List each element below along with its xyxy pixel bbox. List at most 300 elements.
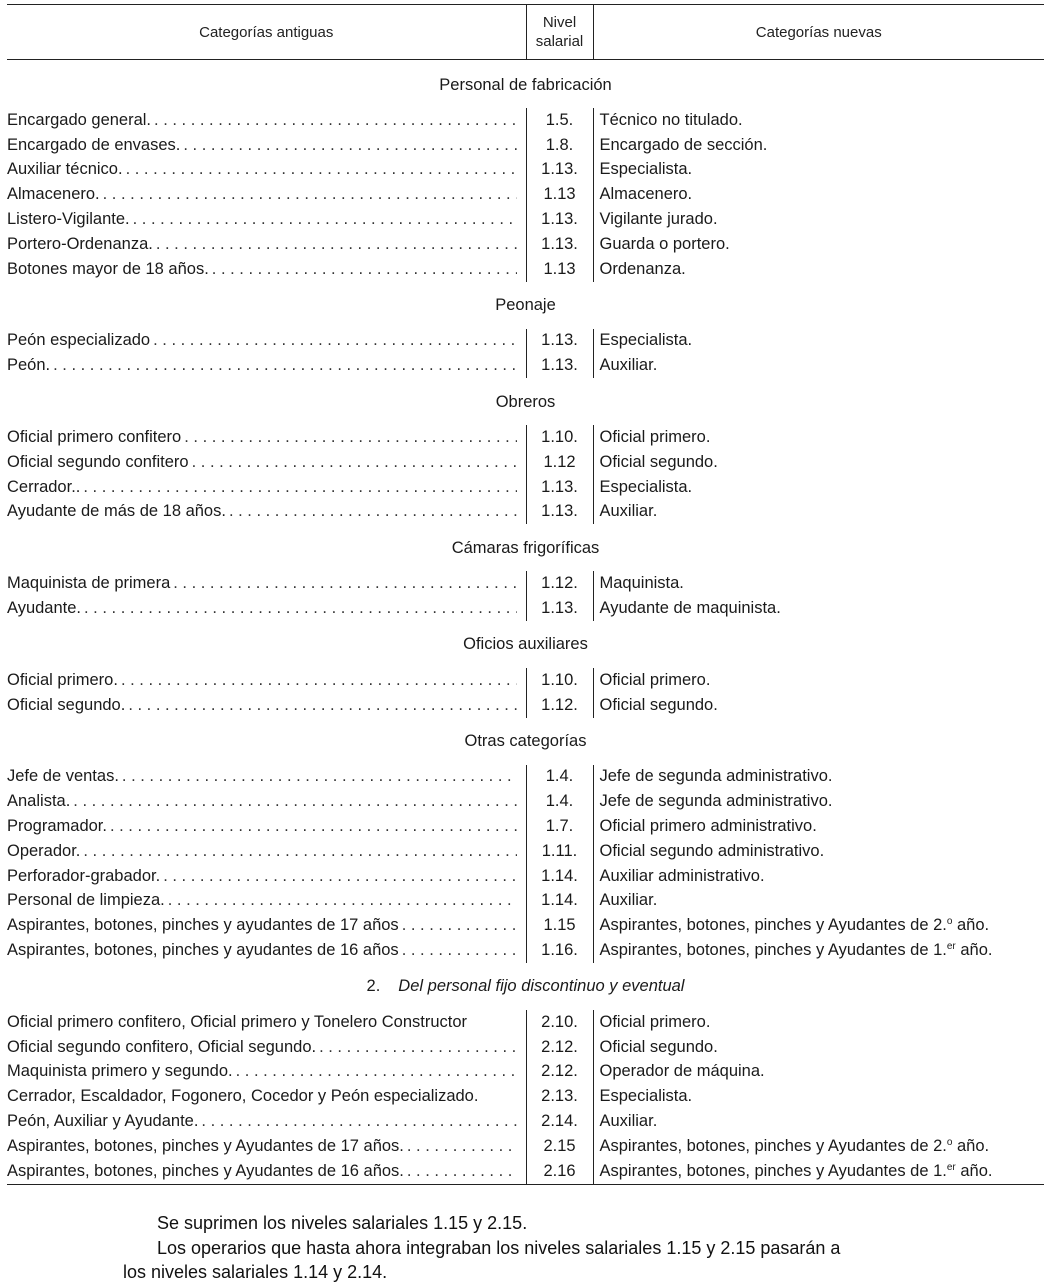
old-category-text: Oficial segundo. xyxy=(7,695,126,714)
dot-leader xyxy=(81,599,517,618)
old-category-cell xyxy=(7,450,526,475)
note-paragraph-2-line2: los niveles salariales 1.14 y 2.14. xyxy=(123,1262,388,1282)
new-category-cell xyxy=(593,864,1044,889)
new-category-cell xyxy=(593,232,1044,257)
old-category-text: Aspirantes, botones, pinches y ayudantes de 16 años xyxy=(7,941,399,960)
table-row xyxy=(7,232,1044,257)
old-category-leader xyxy=(7,356,517,375)
spacer-cell xyxy=(7,96,1044,108)
new-category-cell xyxy=(593,571,1044,596)
old-category-text: Oficial primero confitero xyxy=(7,428,182,447)
salary-level-cell: 1.12. xyxy=(526,571,593,596)
old-category-cell xyxy=(7,207,526,232)
section-title-row xyxy=(7,976,1044,998)
table-row xyxy=(7,133,1044,158)
old-category-leader xyxy=(7,599,517,618)
table-header xyxy=(7,5,1044,60)
table-row xyxy=(7,668,1044,693)
new-category-cell xyxy=(593,257,1044,282)
salary-level-cell: 1.5. xyxy=(526,108,593,133)
salary-level-cell: 1.13. xyxy=(526,232,593,257)
spacer xyxy=(7,753,1044,765)
new-category-cell xyxy=(593,596,1044,621)
spacer xyxy=(7,96,1044,108)
dot-leader xyxy=(181,428,517,447)
table-row xyxy=(7,596,1044,621)
salary-level-cell: 1.13. xyxy=(526,329,593,354)
old-category-text: Encargado general. xyxy=(7,110,152,129)
new-category-text: Auxiliar. xyxy=(599,1112,658,1130)
old-category-text: Personal de limpieza. xyxy=(7,891,165,910)
new-category-cell xyxy=(593,475,1044,500)
salary-level-cell: 1.4. xyxy=(526,789,593,814)
table-body xyxy=(7,60,1044,1185)
old-category-leader xyxy=(7,941,517,960)
section-title-text: Oficios auxiliares xyxy=(463,635,588,654)
new-category-cell xyxy=(593,668,1044,693)
old-category-cell xyxy=(7,789,526,814)
old-category-text: Aspirantes, botones, pinches y Ayudantes de 17 años. xyxy=(7,1136,404,1155)
salary-level-cell: 1.13. xyxy=(526,158,593,183)
new-category-text: Técnico no titulado. xyxy=(599,110,743,129)
old-category-leader xyxy=(7,478,517,497)
dot-leader xyxy=(80,842,517,861)
old-category-leader xyxy=(7,792,517,811)
old-category-cell xyxy=(7,693,526,718)
old-category-leader xyxy=(7,331,517,350)
old-category-text: Oficial segundo confitero, Oficial segundo. xyxy=(7,1037,317,1056)
spacer xyxy=(7,559,1044,571)
old-category-cell xyxy=(7,158,526,183)
old-category-leader xyxy=(7,1038,517,1057)
old-category-leader xyxy=(7,1162,517,1181)
salary-level-cell: 1.13. xyxy=(526,353,593,378)
dot-leader xyxy=(226,502,517,521)
spacer xyxy=(7,413,1044,425)
old-category-text: Oficial segundo confitero xyxy=(7,452,189,471)
old-category-leader xyxy=(7,867,517,886)
section-title-row xyxy=(7,391,1044,413)
new-category-text: Ordenanza. xyxy=(599,259,686,278)
spacer-cell xyxy=(7,753,1044,765)
table-row xyxy=(7,938,1044,963)
new-category-cell xyxy=(593,1035,1044,1060)
spacer-cell xyxy=(7,963,1044,976)
new-category-cell xyxy=(593,938,1044,963)
old-category-cell xyxy=(7,1035,526,1060)
spacer-cell xyxy=(7,524,1044,537)
salary-level-cell: 1.4. xyxy=(526,765,593,790)
ordinal-superscript: er xyxy=(946,1161,956,1173)
old-category-cell xyxy=(7,938,526,963)
header-level-line1: Nivel xyxy=(542,14,577,31)
new-category-text: Oficial segundo. xyxy=(599,695,718,714)
dot-leader xyxy=(107,817,517,836)
spacer-cell xyxy=(7,282,1044,295)
new-category-text: Especialista. xyxy=(599,160,693,179)
spacer-cell xyxy=(7,621,1044,634)
salary-level-cell: 1.13. xyxy=(526,596,593,621)
dot-leader xyxy=(198,1112,517,1131)
new-category-text: Auxiliar. xyxy=(599,891,658,910)
section-title-text: Del personal fijo discontinuo y eventual xyxy=(398,977,685,996)
new-category-cell xyxy=(593,839,1044,864)
new-category-text: Especialista. xyxy=(599,331,693,350)
salary-level-cell: 1.13 xyxy=(526,182,593,207)
spacer xyxy=(7,524,1044,537)
dot-leader xyxy=(123,160,517,179)
new-category-cell xyxy=(593,1134,1044,1159)
salary-level-cell: 1.16. xyxy=(526,938,593,963)
dot-leader xyxy=(50,356,517,375)
new-category-cell xyxy=(593,158,1044,183)
old-category-text: Cerrador, Escaldador, Fogonero, Cocedor y Peón especializado. xyxy=(7,1087,479,1106)
section-title-row xyxy=(7,537,1044,559)
spacer-cell xyxy=(7,998,1044,1010)
old-category-leader xyxy=(7,210,517,229)
dot-leader xyxy=(404,1162,517,1181)
section-title-row xyxy=(7,60,1044,97)
header-new-categories: Categorías nuevas xyxy=(593,5,1044,60)
new-category-cell xyxy=(593,108,1044,133)
table-row xyxy=(7,913,1044,938)
section-title-row xyxy=(7,295,1044,317)
spacer xyxy=(7,378,1044,391)
table-row xyxy=(7,571,1044,596)
new-category-text: Jefe de segunda administrativo. xyxy=(599,792,833,811)
ordinal-superscript: er xyxy=(946,941,956,953)
new-category-tail: año. xyxy=(952,1136,990,1155)
new-category-cell xyxy=(593,329,1044,354)
new-category-text: Auxiliar. xyxy=(599,502,658,521)
old-category-cell xyxy=(7,232,526,257)
section-number: 2. xyxy=(366,977,381,996)
old-category-cell xyxy=(7,182,526,207)
new-category-cell xyxy=(593,789,1044,814)
ordinal-superscript: o xyxy=(946,916,953,928)
old-category-leader xyxy=(7,767,517,786)
old-category-leader xyxy=(7,916,517,935)
old-category-cell xyxy=(7,571,526,596)
old-category-text: Oficial primero. xyxy=(7,670,118,689)
salary-level-cell: 2.12. xyxy=(526,1060,593,1085)
old-category-leader xyxy=(7,111,517,130)
salary-level-cell: 1.7. xyxy=(526,814,593,839)
dot-leader xyxy=(100,185,517,204)
dot-leader xyxy=(399,916,517,935)
old-category-text: Portero-Ordenanza. xyxy=(7,234,153,253)
old-category-cell xyxy=(7,814,526,839)
old-category-cell xyxy=(7,864,526,889)
spacer-cell xyxy=(7,718,1044,731)
old-category-leader xyxy=(7,671,517,690)
old-category-cell xyxy=(7,257,526,282)
salary-level-cell: 1.12 xyxy=(526,450,593,475)
old-category-text: Auxiliar técnico. xyxy=(7,160,123,179)
table-row xyxy=(7,353,1044,378)
salary-level-cell: 2.10. xyxy=(526,1010,593,1035)
old-category-leader xyxy=(7,1112,517,1131)
table-row xyxy=(7,1134,1044,1159)
salary-level-cell: 2.16 xyxy=(526,1159,593,1184)
old-category-leader xyxy=(7,1062,517,1081)
table-row xyxy=(7,1084,1044,1109)
spacer xyxy=(7,317,1044,329)
old-category-text: Peón, Auxiliar y Ayudante. xyxy=(7,1112,199,1130)
table-row xyxy=(7,475,1044,500)
new-category-text: Aspirantes, botones, pinches y Ayudantes de 1. xyxy=(599,1161,947,1180)
spacer xyxy=(7,718,1044,731)
old-category-cell xyxy=(7,1134,526,1159)
spacer-cell xyxy=(7,656,1044,668)
spacer xyxy=(7,963,1044,976)
old-category-text: Maquinista primero y segundo. xyxy=(7,1062,233,1081)
new-category-text: Auxiliar. xyxy=(599,356,658,375)
old-category-cell xyxy=(7,108,526,133)
old-category-leader xyxy=(7,502,517,521)
old-category-leader xyxy=(7,1013,517,1032)
new-category-cell xyxy=(593,889,1044,914)
salary-level-cell: 1.8. xyxy=(526,133,593,158)
new-category-text: Guarda o portero. xyxy=(599,234,730,253)
old-category-cell xyxy=(7,500,526,525)
old-category-leader xyxy=(7,453,517,472)
dot-leader xyxy=(130,210,517,229)
section-title-text: Otras categorías xyxy=(464,732,587,751)
old-category-text: Peón. xyxy=(7,356,51,375)
old-category-cell xyxy=(7,913,526,938)
header-level-line2: salarial xyxy=(535,33,584,50)
table-row xyxy=(7,257,1044,282)
new-category-cell xyxy=(593,1109,1044,1134)
table-row xyxy=(7,108,1044,133)
section-title-text: Peonaje xyxy=(495,296,556,315)
dot-leader xyxy=(119,767,517,786)
section-title xyxy=(7,731,1044,753)
new-category-text: Maquinista. xyxy=(599,574,684,593)
header-salary-level xyxy=(526,5,593,60)
new-category-text: Aspirantes, botones, pinches y Ayudantes de 2. xyxy=(599,916,947,935)
dot-leader xyxy=(209,260,517,279)
new-category-cell xyxy=(593,450,1044,475)
section-title-text: Obreros xyxy=(495,392,556,411)
old-category-leader xyxy=(7,1137,517,1156)
old-category-cell xyxy=(7,1109,526,1134)
table-row xyxy=(7,450,1044,475)
table-row xyxy=(7,864,1044,889)
old-category-text: Analista. xyxy=(7,792,71,811)
old-category-leader xyxy=(7,574,517,593)
section-title xyxy=(7,634,1044,656)
new-category-tail: año. xyxy=(955,941,993,960)
section-title xyxy=(7,537,1044,559)
dot-leader xyxy=(404,1137,517,1156)
section-title xyxy=(7,391,1044,413)
old-category-leader xyxy=(7,428,517,447)
salary-level-cell: 1.10. xyxy=(526,668,593,693)
old-category-text: Encargado de envases. xyxy=(7,135,181,154)
old-category-cell xyxy=(7,889,526,914)
new-category-text: Oficial segundo. xyxy=(599,452,718,471)
table-row xyxy=(7,839,1044,864)
new-category-text: Especialista. xyxy=(599,477,693,496)
table-row xyxy=(7,765,1044,790)
new-category-text: Auxiliar administrativo. xyxy=(599,866,765,885)
old-category-cell xyxy=(7,668,526,693)
salary-level-cell: 1.11. xyxy=(526,839,593,864)
dot-leader xyxy=(170,574,517,593)
old-category-text: Operador. xyxy=(7,841,81,860)
ordinal-superscript: o xyxy=(946,1136,953,1148)
dot-leader xyxy=(118,671,517,690)
table-row xyxy=(7,789,1044,814)
spacer xyxy=(7,621,1044,634)
old-category-leader xyxy=(7,817,517,836)
old-category-text: Aspirantes, botones, pinches y Ayudantes de 16 años. xyxy=(7,1161,404,1180)
new-category-cell xyxy=(593,182,1044,207)
salary-level-cell: 1.15 xyxy=(526,913,593,938)
dot-leader xyxy=(316,1038,517,1057)
table-row xyxy=(7,1035,1044,1060)
spacer-cell xyxy=(7,317,1044,329)
table-row xyxy=(7,1010,1044,1035)
new-category-cell xyxy=(593,765,1044,790)
spacer-cell xyxy=(7,378,1044,391)
new-category-text: Vigilante jurado. xyxy=(599,210,718,229)
old-category-text: Ayudante de más de 18 años. xyxy=(7,502,226,521)
dot-leader xyxy=(70,792,517,811)
notes xyxy=(0,1211,1047,1285)
category-table xyxy=(7,4,1044,1185)
old-category-text: Ayudante. xyxy=(7,599,82,618)
new-category-text: Oficial primero administrativo. xyxy=(599,817,817,836)
header-old-categories: Categorías antiguas xyxy=(7,5,526,60)
new-category-text: Oficial segundo. xyxy=(599,1037,718,1056)
spacer-cell xyxy=(7,559,1044,571)
section-title-text: Personal de fabricación xyxy=(439,75,612,94)
old-category-leader xyxy=(7,136,517,155)
old-category-leader xyxy=(7,185,517,204)
old-category-cell xyxy=(7,1159,526,1184)
new-category-text: Ayudante de maquinista. xyxy=(599,599,781,618)
dot-leader xyxy=(150,331,517,350)
salary-level-cell: 2.12. xyxy=(526,1035,593,1060)
spacer xyxy=(7,656,1044,668)
new-category-text: Oficial primero. xyxy=(599,1012,711,1031)
spacer xyxy=(7,282,1044,295)
new-category-cell xyxy=(593,353,1044,378)
salary-level-cell: 1.10. xyxy=(526,425,593,450)
salary-level-cell: 2.15 xyxy=(526,1134,593,1159)
table-row xyxy=(7,207,1044,232)
table-row xyxy=(7,1159,1044,1184)
old-category-cell xyxy=(7,329,526,354)
new-category-cell xyxy=(593,913,1044,938)
salary-level-cell: 1.13 xyxy=(526,257,593,282)
note-paragraph-1: Se suprimen los niveles salariales 1.15 y 2.15. xyxy=(157,1213,528,1233)
old-category-text: Peón especializado xyxy=(7,331,151,350)
old-category-text: Oficial primero confitero, Oficial primero y Tonelero Constructor xyxy=(7,1012,468,1031)
old-category-cell xyxy=(7,425,526,450)
new-category-text: Almacenero. xyxy=(599,185,693,204)
table-row xyxy=(7,425,1044,450)
section-title xyxy=(7,295,1044,317)
table-row xyxy=(7,158,1044,183)
new-category-text: Operador de máquina. xyxy=(599,1062,765,1081)
old-category-leader xyxy=(7,235,517,254)
section-title-row xyxy=(7,634,1044,656)
section-title-row xyxy=(7,731,1044,753)
salary-level-cell: 2.14. xyxy=(526,1109,593,1134)
salary-level-cell: 2.13. xyxy=(526,1084,593,1109)
table-row xyxy=(7,500,1044,525)
dot-leader xyxy=(180,136,517,155)
salary-level-cell: 1.14. xyxy=(526,889,593,914)
section-title-text: Cámaras frigoríficas xyxy=(451,538,600,557)
new-category-text: Aspirantes, botones, pinches y Ayudantes de 2. xyxy=(599,1136,947,1155)
dot-leader xyxy=(80,478,517,497)
salary-level-cell: 1.13. xyxy=(526,475,593,500)
dot-leader xyxy=(233,1062,517,1081)
table-row xyxy=(7,329,1044,354)
new-category-tail: año. xyxy=(952,916,990,935)
new-category-cell xyxy=(593,207,1044,232)
old-category-cell xyxy=(7,1060,526,1085)
old-category-text: Jefe de ventas. xyxy=(7,767,119,786)
table-row xyxy=(7,693,1044,718)
old-category-cell xyxy=(7,839,526,864)
new-category-text: Jefe de segunda administrativo. xyxy=(599,767,833,786)
old-category-leader xyxy=(7,891,517,910)
new-category-cell xyxy=(593,814,1044,839)
old-category-text: Cerrador.. xyxy=(7,477,81,496)
old-category-cell xyxy=(7,765,526,790)
section-title xyxy=(7,976,1044,998)
old-category-cell xyxy=(7,1010,526,1035)
new-category-tail: año. xyxy=(955,1161,993,1180)
new-category-cell xyxy=(593,693,1044,718)
table-row xyxy=(7,814,1044,839)
new-category-text: Aspirantes, botones, pinches y Ayudantes de 1. xyxy=(599,941,947,960)
new-category-text: Especialista. xyxy=(599,1087,693,1106)
new-category-text: Oficial segundo administrativo. xyxy=(599,841,825,860)
new-category-cell xyxy=(593,500,1044,525)
old-category-text: Almacenero. xyxy=(7,185,100,204)
old-category-text: Programador. xyxy=(7,817,107,836)
old-category-cell xyxy=(7,353,526,378)
old-category-leader xyxy=(7,696,517,715)
old-category-leader xyxy=(7,260,517,279)
note-paragraph-2-line1: Los operarios que hasta ahora integraban los niveles salariales 1.15 y 2.15 pasarán a xyxy=(157,1237,841,1258)
section-title xyxy=(7,60,1044,97)
dot-leader xyxy=(125,696,517,715)
old-category-cell xyxy=(7,475,526,500)
new-category-text: Oficial primero. xyxy=(599,428,711,447)
old-category-leader xyxy=(7,1087,517,1106)
dot-leader xyxy=(165,891,517,910)
new-category-text: Oficial primero. xyxy=(599,670,711,689)
old-category-text: Aspirantes, botones, pinches y ayudantes de 17 años xyxy=(7,916,399,935)
new-category-cell xyxy=(593,425,1044,450)
salary-level-cell: 1.12. xyxy=(526,693,593,718)
old-category-text: Maquinista de primera xyxy=(7,574,171,593)
old-category-cell xyxy=(7,133,526,158)
new-category-cell xyxy=(593,133,1044,158)
new-category-cell xyxy=(593,1060,1044,1085)
old-category-cell xyxy=(7,1084,526,1109)
salary-level-cell: 1.13. xyxy=(526,500,593,525)
old-category-leader xyxy=(7,842,517,861)
